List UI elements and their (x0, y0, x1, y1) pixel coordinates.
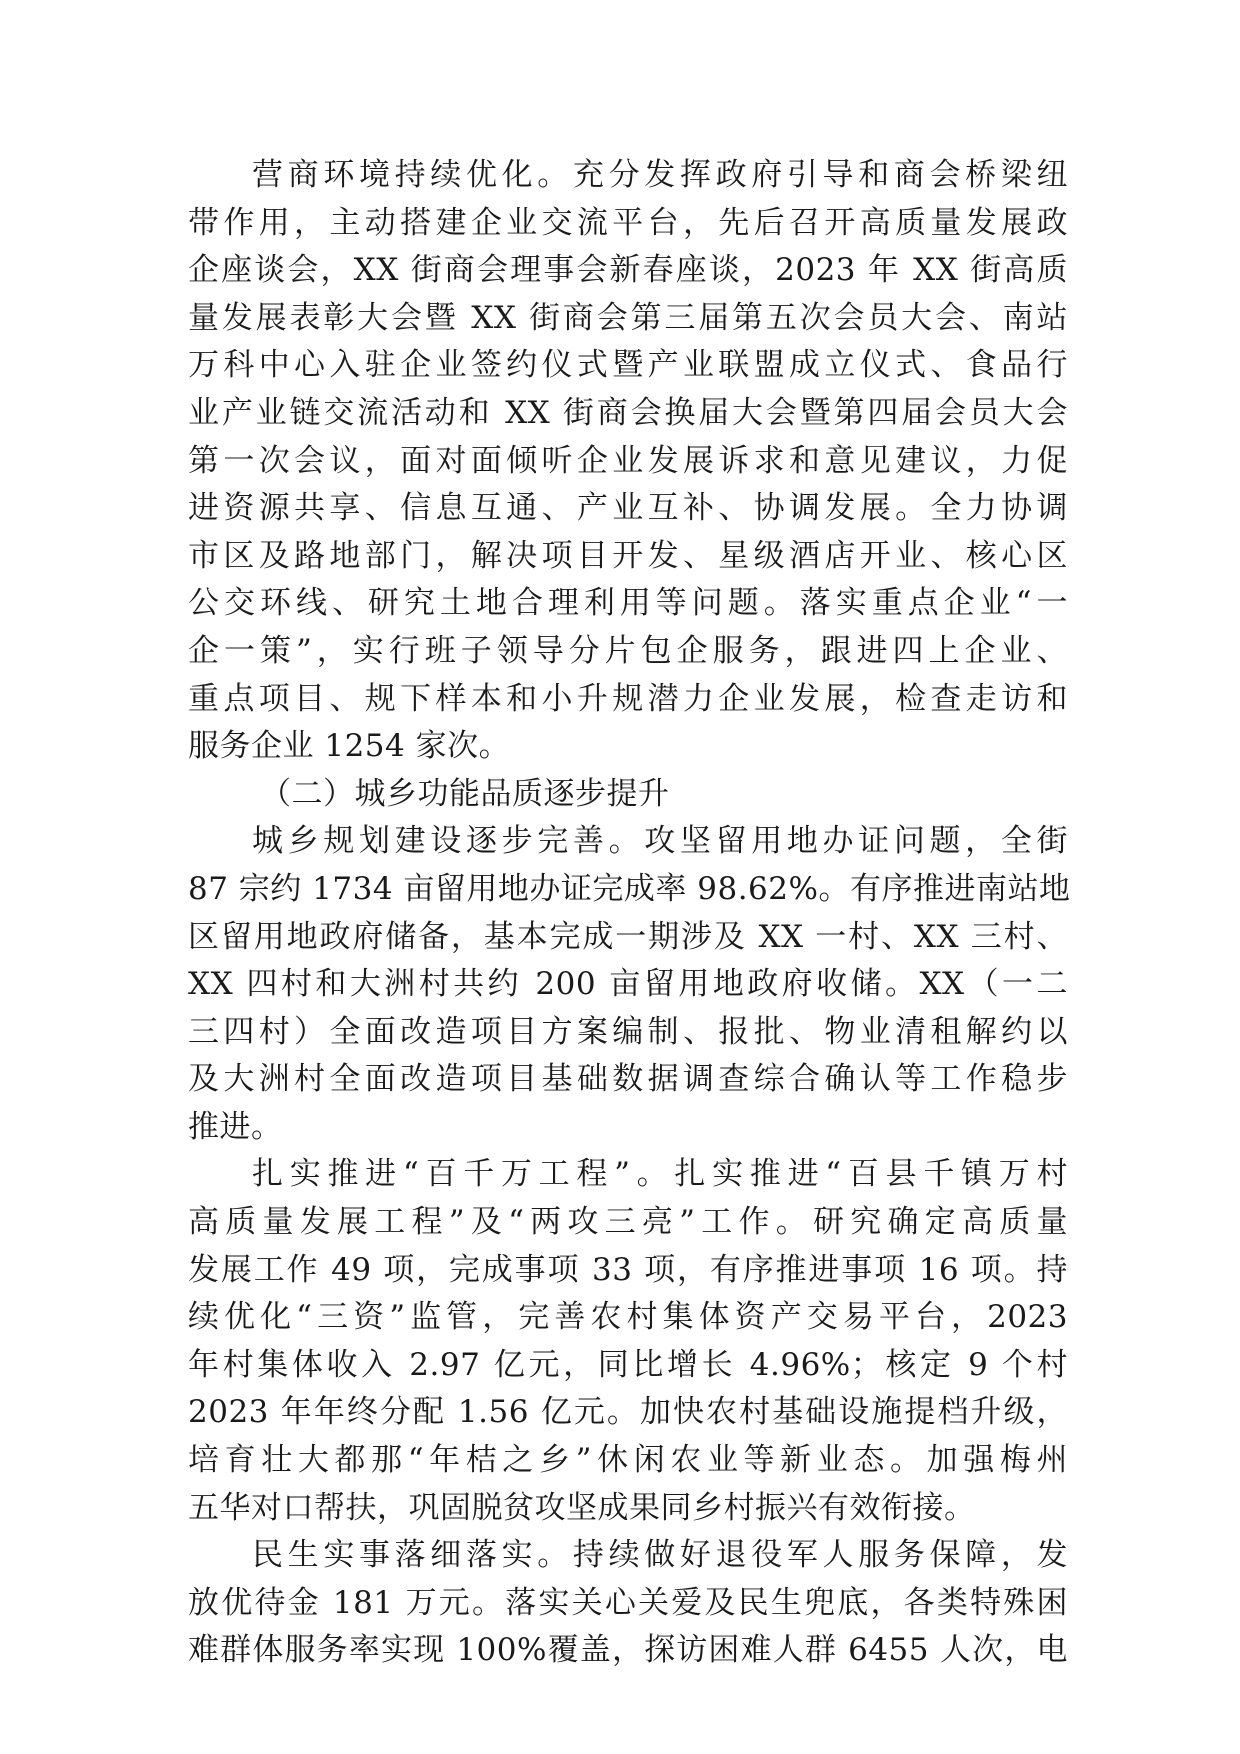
paragraph-line: 高质量发展工程”及“两攻三亮”工作。研究确定高质量 (188, 1204, 1068, 1241)
paragraph-line: 企座谈会，XX 街商会理事会新春座谈，2023 年 XX 街高质 (188, 252, 1068, 289)
paragraph-line: 三四村）全面改造项目方案编制、报批、物业清租解约以 (188, 1013, 1068, 1050)
paragraph-line: 带作用，主动搭建企业交流平台，先后召开高质量发展政 (188, 204, 1068, 241)
paragraph-line: 续优化“三资”监管，完善农村集体资产交易平台，2023 (188, 1299, 1068, 1336)
paragraph-line: 重点项目、规下样本和小升规潜力企业发展，检查走访和 (188, 680, 1068, 717)
paragraph-line: 第一次会议，面对面倾听企业发展诉求和意见建议，力促 (188, 442, 1068, 479)
paragraph-line: 培育壮大都那“年桔之乡”休闲农业等新业态。加强梅州 (188, 1442, 1068, 1479)
paragraph-line: 城乡规划建设逐步完善。攻坚留用地办证问题，全街 (252, 823, 1068, 860)
paragraph-line: 民生实事落细落实。持续做好退役军人服务保障，发 (252, 1537, 1068, 1574)
paragraph-line: 发展工作 49 项，完成事项 33 项，有序推进事项 16 项。持 (188, 1251, 1068, 1288)
paragraph-line: XX 四村和大洲村共约 200 亩留用地政府收储。XX（一二 (188, 966, 1068, 1003)
paragraph-line: 及大洲村全面改造项目基础数据调查综合确认等工作稳步 (188, 1061, 1068, 1098)
paragraph-line: 难群体服务率实现 100%覆盖，探访困难人群 6455 人次，电 (188, 1632, 1068, 1669)
paragraph-line: 五华对口帮扶，巩固脱贫攻坚成果同乡村振兴有效衔接。 (188, 1489, 976, 1526)
paragraph-line: 量发展表彰大会暨 XX 街商会第三届第五次会员大会、南站 (188, 299, 1068, 336)
paragraph-line: 企一策”，实行班子领导分片包企服务，跟进四上企业、 (188, 632, 1068, 669)
section-heading: （二）城乡功能品质逐步提升 (260, 775, 670, 812)
paragraph-line: 市区及路地部门，解决项目开发、星级酒店开业、核心区 (188, 537, 1068, 574)
paragraph-line: 87 宗约 1734 亩留用地办证完成率 98.62%。有序推进南站地 (188, 870, 1071, 907)
paragraph-line: 业产业链交流活动和 XX 街商会换届大会暨第四届会员大会 (188, 394, 1068, 431)
paragraph-line: 公交环线、研究土地合理利用等问题。落实重点企业“一 (188, 585, 1068, 622)
body-text (188, 152, 1071, 1675)
paragraph-line: 年村集体收入 2.97 亿元，同比增长 4.96%；核定 9 个村 (188, 1346, 1068, 1383)
paragraph-line: 扎实推进“百千万工程”。扎实推进“百县千镇万村 (252, 1156, 1068, 1193)
paragraph-line: 放优待金 181 万元。落实关心关爱及民生兜底，各类特殊困 (188, 1584, 1068, 1621)
paragraph-line: 进资源共享、信息互通、产业互补、协调发展。全力协调 (188, 490, 1068, 527)
paragraph-line: 区留用地政府储备，基本完成一期涉及 XX 一村、XX 三村、 (188, 918, 1068, 955)
paragraph-line: 营商环境持续优化。充分发挥政府引导和商会桥梁纽 (252, 157, 1068, 193)
paragraph-line: 万科中心入驻企业签约仪式暨产业联盟成立仪式、食品行 (188, 347, 1068, 384)
paragraph-line: 服务企业 1254 家次。 (188, 728, 511, 765)
paragraph-line: 推进。 (188, 1108, 283, 1145)
paragraph-line: 2023 年年终分配 1.56 亿元。加快农村基础设施提档升级， (188, 1394, 1068, 1431)
